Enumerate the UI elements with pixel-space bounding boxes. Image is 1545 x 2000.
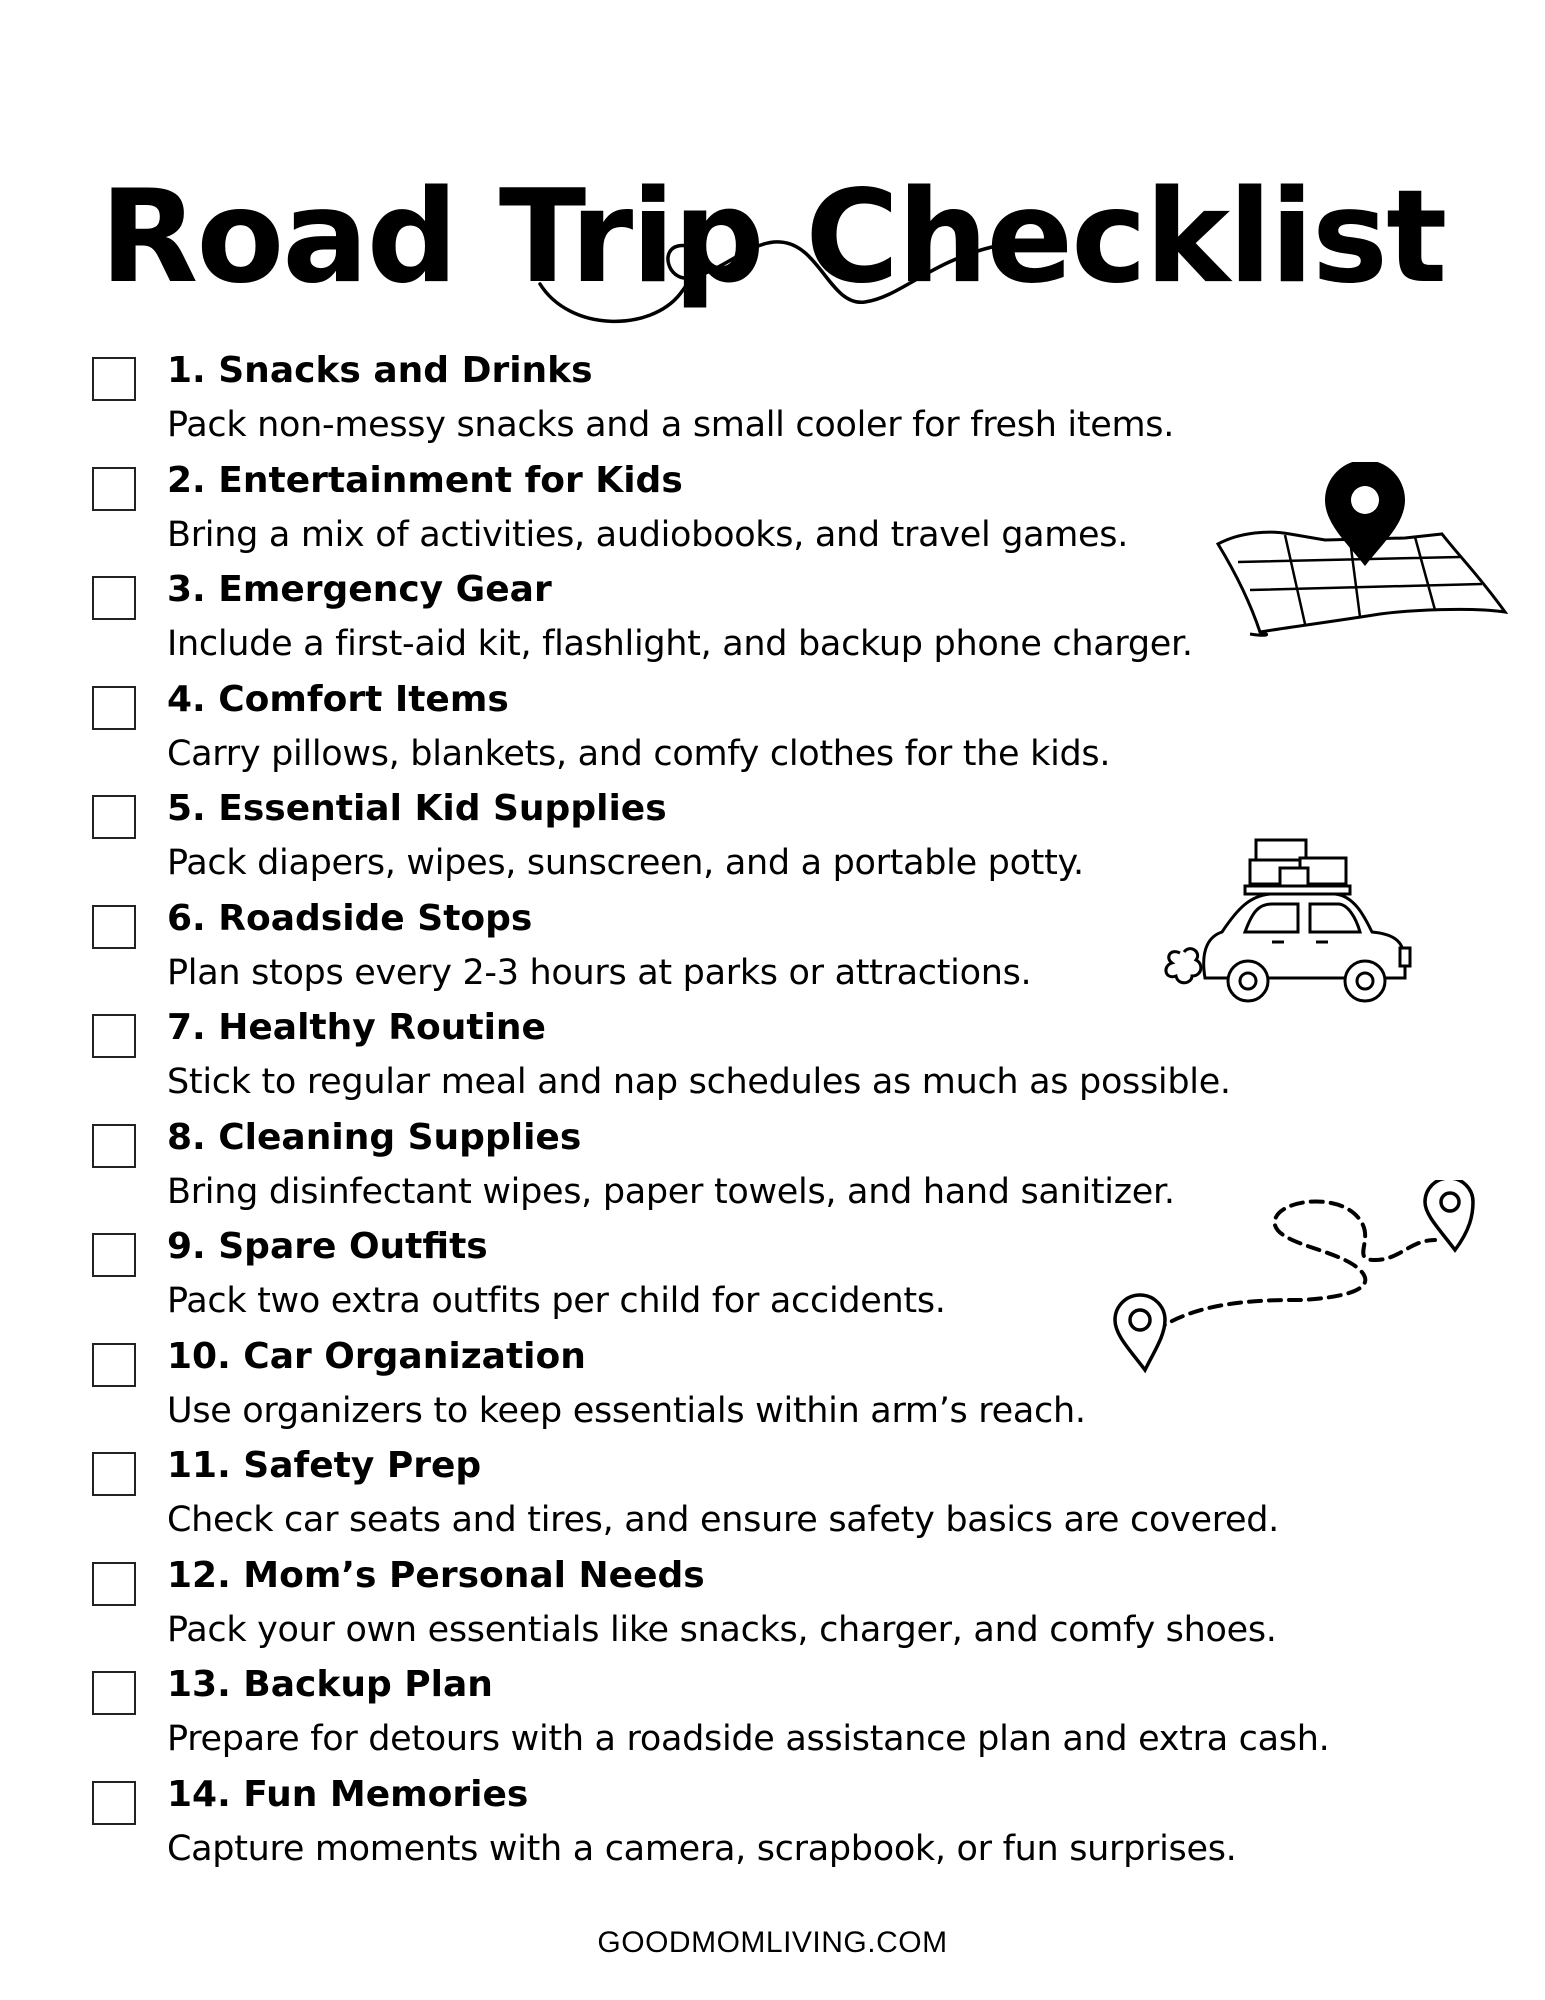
item-description: Capture moments with a camera, scrapbook, or fun surprises. bbox=[167, 1828, 1237, 1869]
item-title: 6. Roadside Stops bbox=[167, 897, 533, 939]
checkbox[interactable] bbox=[92, 795, 136, 839]
checklist-item bbox=[0, 676, 1400, 786]
checklist-item bbox=[0, 1661, 1400, 1771]
checkbox[interactable] bbox=[92, 1781, 136, 1825]
checklist-item bbox=[0, 457, 1400, 567]
item-description: Use organizers to keep essentials within arm’s reach. bbox=[167, 1390, 1086, 1431]
item-title: 7. Healthy Routine bbox=[167, 1007, 546, 1048]
item-description: Include a first-aid kit, flashlight, and backup phone charger. bbox=[167, 624, 1193, 664]
checklist-item bbox=[0, 347, 1400, 457]
checklist-item bbox=[0, 1442, 1400, 1552]
item-description: Bring disinfectant wipes, paper towels, and hand sanitizer. bbox=[167, 1171, 1175, 1212]
checkbox[interactable] bbox=[92, 686, 136, 730]
item-title: 14. Fun Memories bbox=[167, 1773, 529, 1815]
checkbox[interactable] bbox=[92, 905, 136, 949]
item-description: Bring a mix of activities, audiobooks, and travel games. bbox=[167, 514, 1129, 555]
item-title: 9. Spare Outfits bbox=[167, 1226, 488, 1267]
item-title: 8. Cleaning Supplies bbox=[167, 1116, 582, 1158]
item-description: Pack two extra outfits per child for accidents. bbox=[167, 1281, 946, 1321]
item-description: Prepare for detours with a roadside assistance plan and extra cash. bbox=[167, 1719, 1330, 1759]
item-description: Pack diapers, wipes, sunscreen, and a portable potty. bbox=[167, 843, 1084, 883]
item-description: Carry pillows, blankets, and comfy clothes for the kids. bbox=[167, 733, 1111, 774]
dashed-route-icon bbox=[1110, 1180, 1490, 1380]
item-description: Pack non-messy snacks and a small cooler for fresh items. bbox=[167, 405, 1175, 445]
checklist-item bbox=[0, 566, 1400, 676]
item-title: 4. Comfort Items bbox=[167, 678, 509, 720]
checkbox[interactable] bbox=[92, 1343, 136, 1387]
item-title: 2. Entertainment for Kids bbox=[167, 459, 683, 501]
item-title: 10. Car Organization bbox=[167, 1335, 586, 1377]
checkbox[interactable] bbox=[92, 1671, 136, 1715]
map-pin-icon bbox=[1210, 462, 1510, 637]
item-description: Plan stops every 2-3 hours at parks or attractions. bbox=[167, 952, 1032, 993]
car-with-luggage-icon bbox=[1160, 838, 1415, 1008]
item-description: Stick to regular meal and nap schedules as much as possible. bbox=[167, 1062, 1231, 1102]
checkbox[interactable] bbox=[92, 357, 136, 401]
checkbox[interactable] bbox=[92, 467, 136, 511]
checkbox[interactable] bbox=[92, 1233, 136, 1277]
checklist-item bbox=[0, 1771, 1400, 1881]
squiggle-divider bbox=[530, 232, 1000, 342]
checkbox[interactable] bbox=[92, 1452, 136, 1496]
item-title: 11. Safety Prep bbox=[167, 1445, 482, 1486]
checklist-item bbox=[0, 1552, 1400, 1662]
item-description: Pack your own essentials like snacks, charger, and comfy shoes. bbox=[167, 1609, 1277, 1650]
item-title: 3. Emergency Gear bbox=[167, 569, 552, 610]
item-title: 12. Mom’s Personal Needs bbox=[167, 1554, 705, 1596]
item-description: Check car seats and tires, and ensure safety basics are covered. bbox=[167, 1500, 1279, 1540]
page-title: Road Trip Checklist bbox=[99, 162, 1446, 312]
checkbox[interactable] bbox=[92, 1014, 136, 1058]
checkbox[interactable] bbox=[92, 576, 136, 620]
item-title: 13. Backup Plan bbox=[167, 1664, 493, 1705]
checkbox[interactable] bbox=[92, 1124, 136, 1168]
checkbox[interactable] bbox=[92, 1562, 136, 1606]
item-title: 5. Essential Kid Supplies bbox=[167, 788, 667, 829]
item-title: 1. Snacks and Drinks bbox=[167, 350, 593, 391]
footer-website: GOODMOMLIVING.COM bbox=[597, 1926, 948, 1959]
checklist-item bbox=[0, 1004, 1400, 1114]
